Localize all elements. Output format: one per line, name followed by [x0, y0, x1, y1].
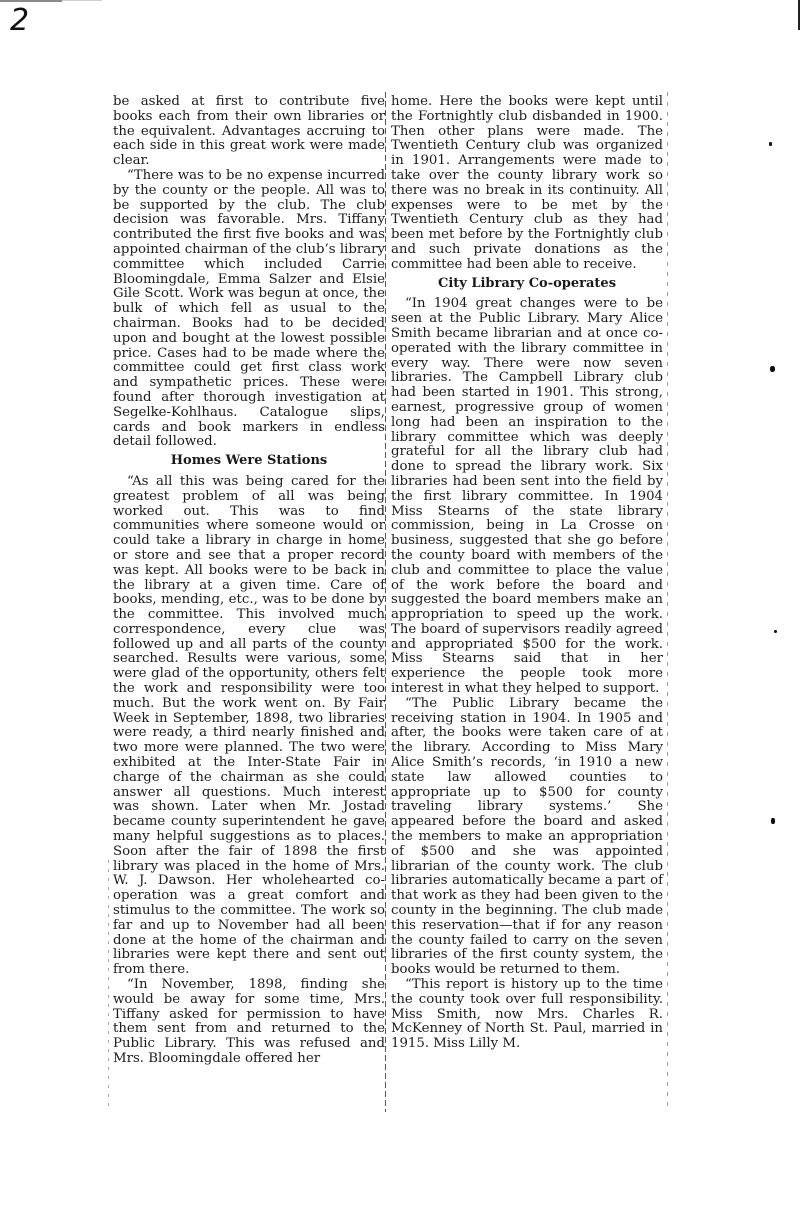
paragraph: “There was to be no expense incurred by the county or the people. All was to be supported by the club. The club decision was favorable. Mrs. Tiffany contributed the first five books and was appointed chairman of the club’s library committee which included Carrie Bloomingdale, Emma Salzer and Elsie Gile Scott. Work was begun at once, the bulk of which fell as usual to the chairman. Books had to be decided upon and bought at the lowest possible price. Cases had to be made where the committee could get first class work and sympathetic prices. These were found after thorough investigation at Segelke-Kohlhaus. Catalogue slips, cards and book markers in endless detail followed.	[113, 167, 385, 450]
left-column	[113, 95, 385, 1067]
scan-speck	[774, 630, 777, 633]
column-divider	[385, 92, 386, 1112]
scan-edge-line	[0, 0, 62, 2]
section-heading: City Library Co-operates	[437, 275, 617, 291]
paragraph: “The Public Library became the receiving station in 1904. In 1905 and after, the books were taken care of at the library. According to Miss Mary Alice Smith’s records, ‘in 1910 a new state law allowed counties to appropriate up to $500 for county traveling library systems.’ She appeared before the board and asked the members to make an appropriation of $500 and she was appointed librarian of the county work. The club libraries automatically became a part of that work as they had been given to the county in the beginning. The club made this reservation—that if for any reason the county failed to carry on the seven libraries of the first county system, the books would be returned to them.	[391, 695, 663, 978]
paragraph: “This report is history up to the time the county took over full responsibility. Miss Smith, now Mrs. Charles R. McKenney of North St. Paul, married in 1915. Miss Lilly M.	[391, 977, 663, 1052]
section-heading: Homes Were Stations	[170, 453, 328, 469]
paragraph: “As all this was being cared for the greatest problem of all was being worked out. This was to find communities where someone would or could take a library in charge in home or store and see that a proper record was kept. All books were to be back in the library at a given time. Care of books, mending, etc., was to be done by the committee. This involved much correspondence, every clue was followed up and all parts of the county searched. Results were various, some were glad of the opportunity, others felt the work and responsibility were too much. But the work went on. By Fair Week in September, 1898, two libraries were ready, a third nearly finished and two more were planned. The two were exhibited at the Inter-State Fair in charge of the chairman as she could answer all questions. Much interest was shown. Later when Mr. Jostad became county superintendent he gave many helpful suggestions as to places. Soon after the fair of 1898 the first library was placed in the home of Mrs. W. J. Dawson. Her wholehearted co-operation was a great comfort and stimulus to the committee. The work so far and up to November had all been done at the home of the chairman and libraries were kept there and sent out from there.	[113, 473, 385, 978]
paragraph: be asked at first to contribute five books each from their own libraries or the equivalent. Advantages accruing to each side in this great work were made clear.	[113, 94, 385, 169]
scan-speck	[771, 818, 775, 824]
scan-speck	[770, 366, 775, 372]
right-column	[391, 95, 663, 1052]
paragraph: home. Here the books were kept until the Fortnightly club disbanded in 1900. Then other plans were made. The Twentieth Century club was organized in 1901. Arrangements were made to take over the county library work so there was no break in its continuity. All expenses were to be met by the Twentieth Century club as they had been met before by the Fortnightly club and such private donations as the committee had been able to receive.	[391, 94, 663, 272]
handwritten-page-number: 2	[10, 3, 30, 38]
left-edge-rule	[108, 860, 109, 1110]
scan-edge-line	[62, 0, 102, 1]
scan-speck	[769, 142, 772, 146]
right-edge-rule	[667, 92, 668, 1112]
paragraph: “In 1904 great changes were to be seen at the Public Library. Mary Alice Smith became librarian and at once co-operated with the library committee in every way. There were now seven libraries. The Campbell Library club had been started in 1901. This strong, earnest, progressive group of women long had been an inspiration to the library committee which was deeply grateful for all the library club had done to spread the library work. Six libraries had been sent into the field by the first library committee. In 1904 Miss Stearns of the state library commission, being in La Crosse on business, suggested that she go before the county board with members of the club and committee to place the value of the work before the board and suggested the board members make an appropriation to speed up the work. The board of supervisors readily agreed and appropriated $500 for the work. Miss Stearns said that in her experience the people took more interest in what they helped to support.	[391, 296, 663, 697]
paragraph: “In November, 1898, finding she would be away for some time, Mrs. Tiffany asked for permission to have them sent from and returned to the Public Library. This was refused and Mrs. Bloomingdale offered her	[113, 977, 385, 1066]
